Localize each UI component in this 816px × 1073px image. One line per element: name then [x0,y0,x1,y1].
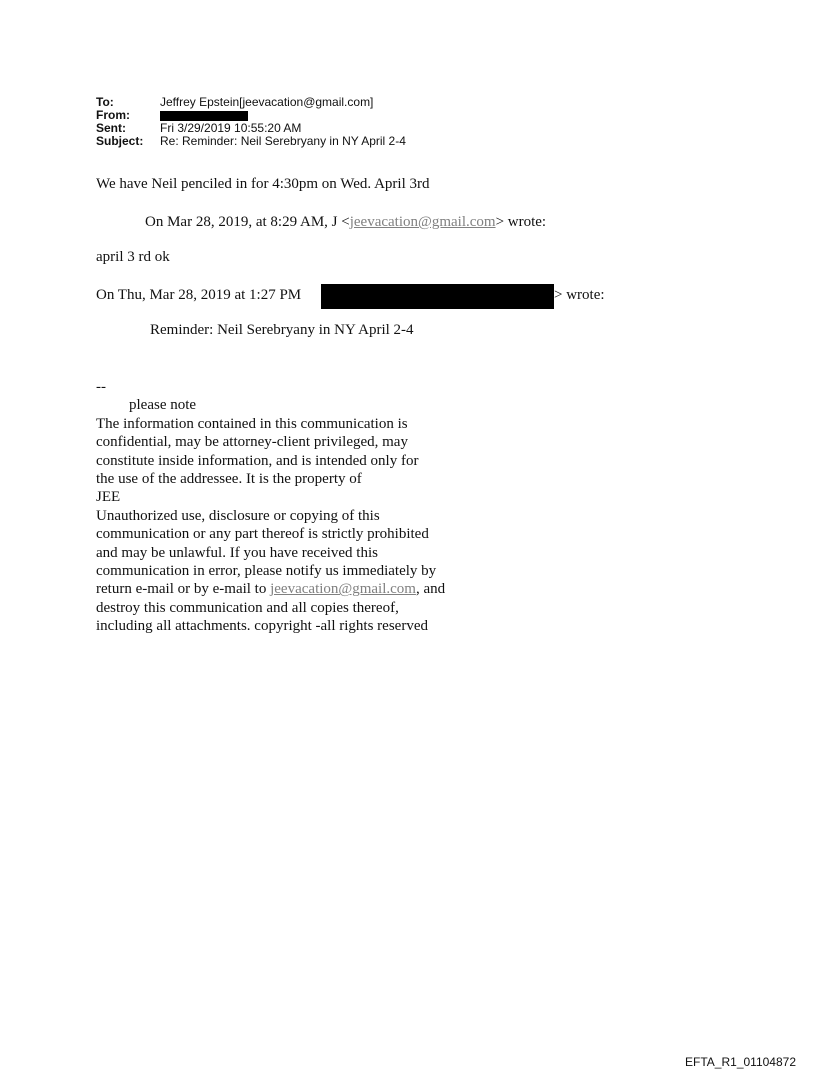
disclaimer-line: including all attachments. copyright -all rights reserved [96,618,428,635]
body-line-1: We have Neil penciled in for 4:30pm on Wed. April 3rd [96,176,430,192]
quote-2-suffix: > wrote: [554,287,605,303]
redaction-bar [321,284,554,309]
disclaimer-line: destroy this communication and all copies thereof, [96,599,399,616]
notify-prefix: return e-mail or by e-mail to [96,581,271,598]
disclaimer-line: communication in error, please notify us immediately by [96,563,437,580]
subject-label: Subject: [96,134,144,148]
disclaimer-line: The information contained in this communication is [96,415,408,432]
sent-value: Fri 3/29/2019 10:55:20 AM [160,121,302,135]
disclaimer-line: and may be unlawful. If you have received this [96,544,378,561]
disclaimer-line: communication or any part thereof is strictly prohibited [96,526,429,543]
disclaimer-line: confidential, may be attorney-client privileged, may [96,434,408,451]
to-row [96,96,406,109]
quote-1-prefix: On Mar 28, 2019, at 8:29 AM, J < [145,214,350,230]
to-label: To: [96,95,114,109]
email-header [96,96,406,148]
disclaimer-block [96,378,445,636]
from-label: From: [96,108,130,122]
redaction-bar [160,111,248,121]
disclaimer-line: constitute inside information, and is intended only for [96,452,419,469]
quote-1-header [145,213,546,231]
disclaimer-notify-line [96,580,445,598]
document-id: EFTA_R1_01104872 [685,1055,796,1069]
reply-text: april 3 rd ok [96,249,170,265]
reminder-text: Reminder: Neil Serebryany in NY April 2-4 [150,322,414,338]
to-value: Jeffrey Epstein[jeevacation@gmail.com] [160,95,374,109]
quote-2-prefix: On Thu, Mar 28, 2019 at 1:27 PM [96,287,302,303]
disclaimer-line: the use of the addressee. It is the property of [96,471,362,488]
sent-label: Sent: [96,121,126,135]
notify-suffix: , and [415,581,446,598]
subject-value: Re: Reminder: Neil Serebryany in NY April 2-4 [160,134,406,148]
quote-1-email-link[interactable]: jeevacation@gmail.com [349,214,496,230]
disclaimer-line: JEE [96,489,121,506]
subject-row [96,135,406,148]
disclaimer-line: Unauthorized use, disclosure or copying of this [96,507,380,524]
quote-1-suffix: > wrote: [495,214,547,230]
please-note: please note [129,397,197,414]
notify-email-link[interactable]: jeevacation@gmail.com [270,581,416,598]
signature-separator: -- [96,379,106,395]
